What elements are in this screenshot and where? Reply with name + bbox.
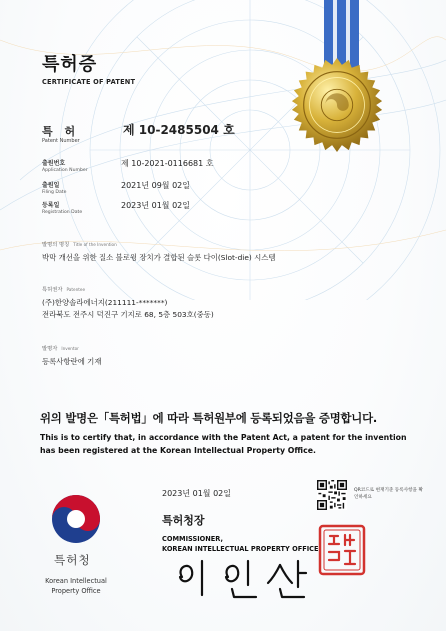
filing-date-label-en: Filing Date [42,190,67,195]
application-number-label: 출원번호 [42,160,66,167]
certificate-subtitle: CERTIFICATE OF PATENT [42,78,136,86]
issue-date: 2023년 01월 02일 [162,489,231,498]
invention-title-label-ko: 발명의 명칭 [42,242,70,248]
application-number-label-en: Application Number [42,168,88,173]
patentee-label-ko: 특허권자 [42,287,63,293]
patentee-name: (주)한양솔라에너지(211111-*******) [42,298,168,307]
invention-title-label-en: Title of the Invention [73,242,117,247]
certification-statement-ko: 위의 발명은「특허법」에 따라 특허원부에 등록되었음을 증명합니다. [40,411,378,425]
filing-date-label: 출원일 [42,182,60,189]
kipo-logo-icon [50,493,102,545]
commissioner-title-en-line2: KOREAN INTELLECTUAL PROPERTY OFFICE [162,545,319,553]
commissioner-title-en-line1: COMMISSIONER, [162,535,224,543]
certificate-title: 특허증 [42,54,98,75]
invention-title-label [42,240,117,248]
application-number-value: 제 10-2021-0116681 호 [121,159,214,168]
registration-date-value: 2023년 01월 02일 [121,201,190,210]
commissioner-title: 특허청장 [162,514,205,527]
office-name-en-line1: Korean Intellectual [45,577,107,585]
commissioner-signature [172,557,312,599]
office-name-en-line2: Property Office [51,587,101,595]
registration-date-label-en: Registration Date [42,210,83,215]
official-stamp-icon [318,524,366,576]
inventor-label-ko: 발명자 [42,346,58,352]
patentee-label-en: Patentee [66,287,86,292]
patent-number-label-en: Patent Number [42,138,80,144]
office-name-en [38,576,114,596]
inventor-value: 등록사항란에 기재 [42,357,102,366]
filing-date-value: 2021년 09월 02일 [121,181,190,190]
gold-seal-icon [288,56,386,154]
office-name: 특허청 [54,553,91,567]
certification-statement-en: This is to certify that, in accordance with the Patent Act, a patent for the invention has been registered at the Korean Intellectual Property Office. [40,433,407,455]
qr-note: QR코드로 현재기준 등록사항을 확인하세요 [354,488,423,500]
inventor-label-en: Inventor [61,346,79,351]
invention-title-value: 박막 개선을 위한 질소 블로윙 장치가 결합된 슬롯 다이(Slot-die) 시스템 [42,253,276,262]
patentee-label [42,285,85,293]
commissioner-title-en [162,534,319,554]
patent-number-label: 특 허 [42,125,80,138]
patent-number-value: 제 10-2485504 호 [123,123,235,137]
qr-code-icon[interactable] [317,480,347,510]
patentee-address: 전라북도 전주시 덕진구 기지로 68, 5층 503호(중동) [42,310,214,319]
inventor-label [42,344,79,352]
registration-date-label: 등록일 [42,202,60,209]
